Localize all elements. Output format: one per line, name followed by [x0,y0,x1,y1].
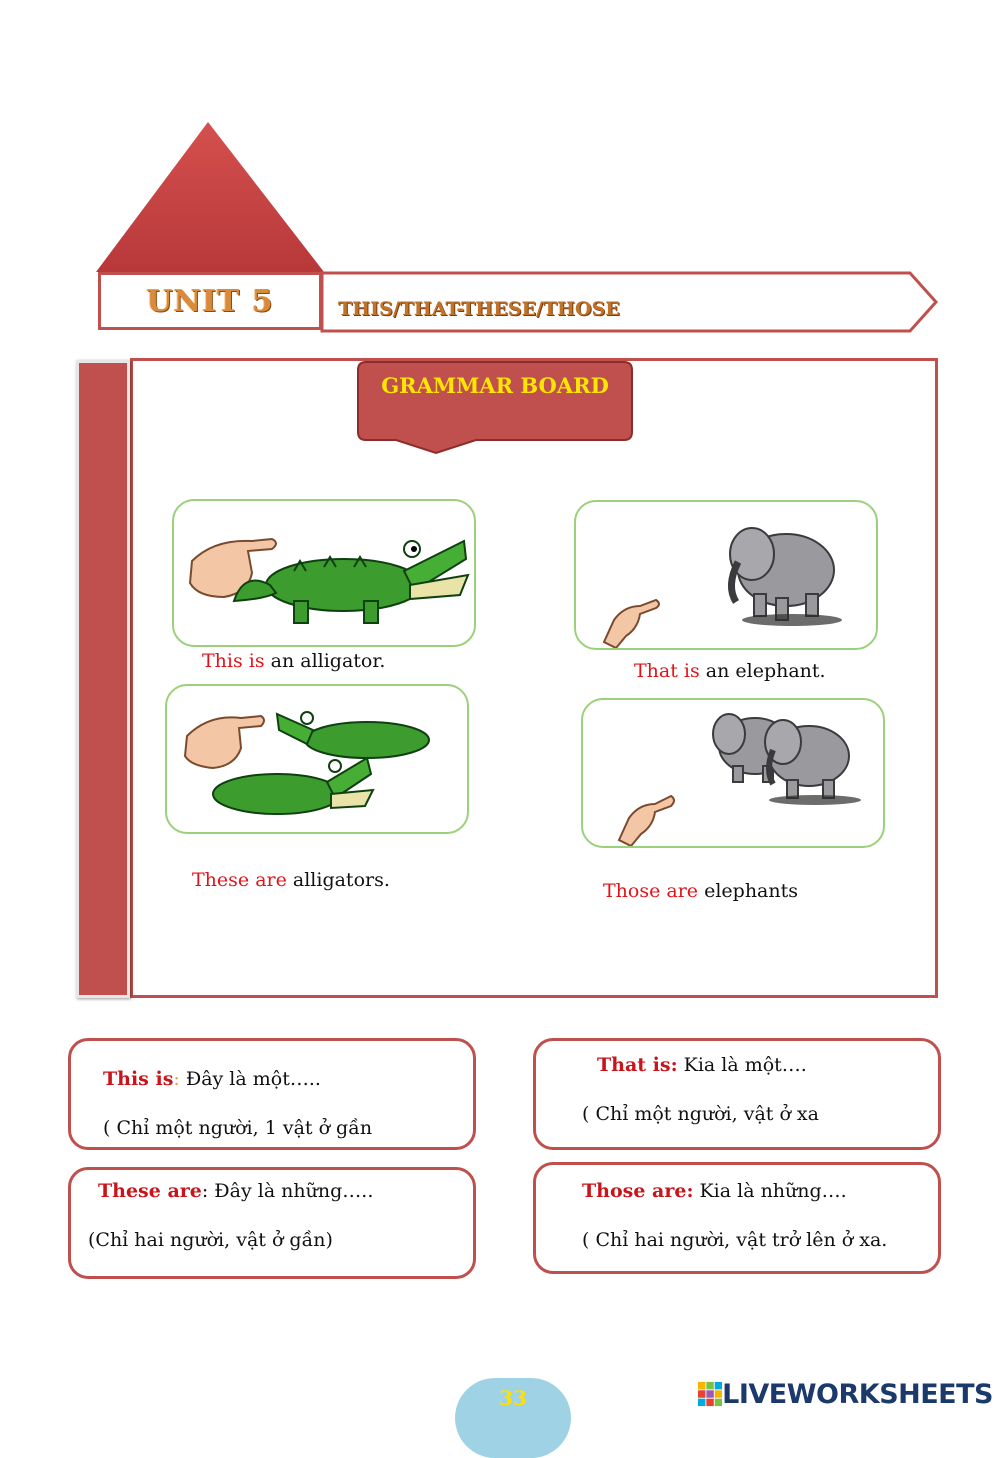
note-that-is-detail: ( Chỉ một người, vật ở xa [582,1103,819,1125]
caption-text: alligators. [286,869,390,891]
elephant-picture [576,502,876,648]
note-meaning: Đây là những….. [208,1180,374,1202]
alligator-icon [277,712,429,758]
liveworksheets-logo[interactable] [698,1378,993,1410]
topic-title: THIS/THAT-THESE/THOSE [338,298,620,320]
caption-keyword: Those are [603,880,699,902]
note-meaning: Đây là một….. [179,1068,321,1090]
note-separator: : [201,1180,209,1202]
caption-that-is [634,660,826,682]
caption-keyword: These are [192,869,287,891]
elephant-icon [765,720,861,805]
note-keyword: Those are [582,1180,687,1202]
note-separator: : [686,1180,694,1202]
unit-title: UNIT 5 [146,283,274,319]
page-number: 33 [499,1386,527,1410]
note-this-is-meaning [103,1068,321,1090]
note-keyword: These are [98,1180,202,1202]
note-keyword: This is [103,1068,174,1090]
pointing-hand-icon [185,716,264,768]
note-these-are-detail: (Chỉ hai người, vật ở gần) [88,1229,333,1251]
elephant-card [574,500,878,650]
elephants-card [581,698,885,848]
caption-this-is [202,650,385,672]
note-these-are-meaning [98,1180,373,1202]
note-meaning: Kia là một…. [677,1054,807,1076]
note-keyword: That is [597,1054,671,1076]
caption-these-are [192,869,390,891]
pointing-hand-icon [604,600,659,648]
roof-triangle [96,122,324,272]
note-those-are-meaning [582,1180,847,1202]
caption-text: an alligator. [264,650,386,672]
alligators-picture [167,686,467,832]
liveworksheets-icon [698,1381,722,1407]
board-title: GRAMMAR BOARD [381,373,609,398]
pointing-hand-icon [619,796,674,846]
caption-keyword: That is [634,660,700,682]
alligator-icon [213,758,373,814]
elephant-icon [730,528,842,626]
board-spine [76,360,130,998]
note-separator: : [670,1054,678,1076]
note-those-are-detail: ( Chỉ hai người, vật trở lên ở xa. [582,1229,888,1251]
note-that-is-meaning [597,1054,807,1076]
note-this-is-detail: ( Chỉ một người, 1 vật ở gần [103,1117,373,1139]
note-separator: : [173,1068,180,1090]
alligators-card [165,684,469,834]
note-meaning: Kia là những…. [693,1180,847,1202]
note-those-are [533,1162,941,1274]
elephants-picture [583,700,883,846]
alligator-card [172,499,476,647]
caption-keyword: This is [202,650,265,672]
caption-those-are [603,880,798,902]
unit-box [98,272,322,330]
alligator-picture [174,501,474,645]
caption-text: an elephant. [699,660,826,682]
alligator-icon [234,541,468,623]
liveworksheets-brand: LIVEWORKSHEETS [722,1378,993,1410]
caption-text: elephants [698,880,799,902]
